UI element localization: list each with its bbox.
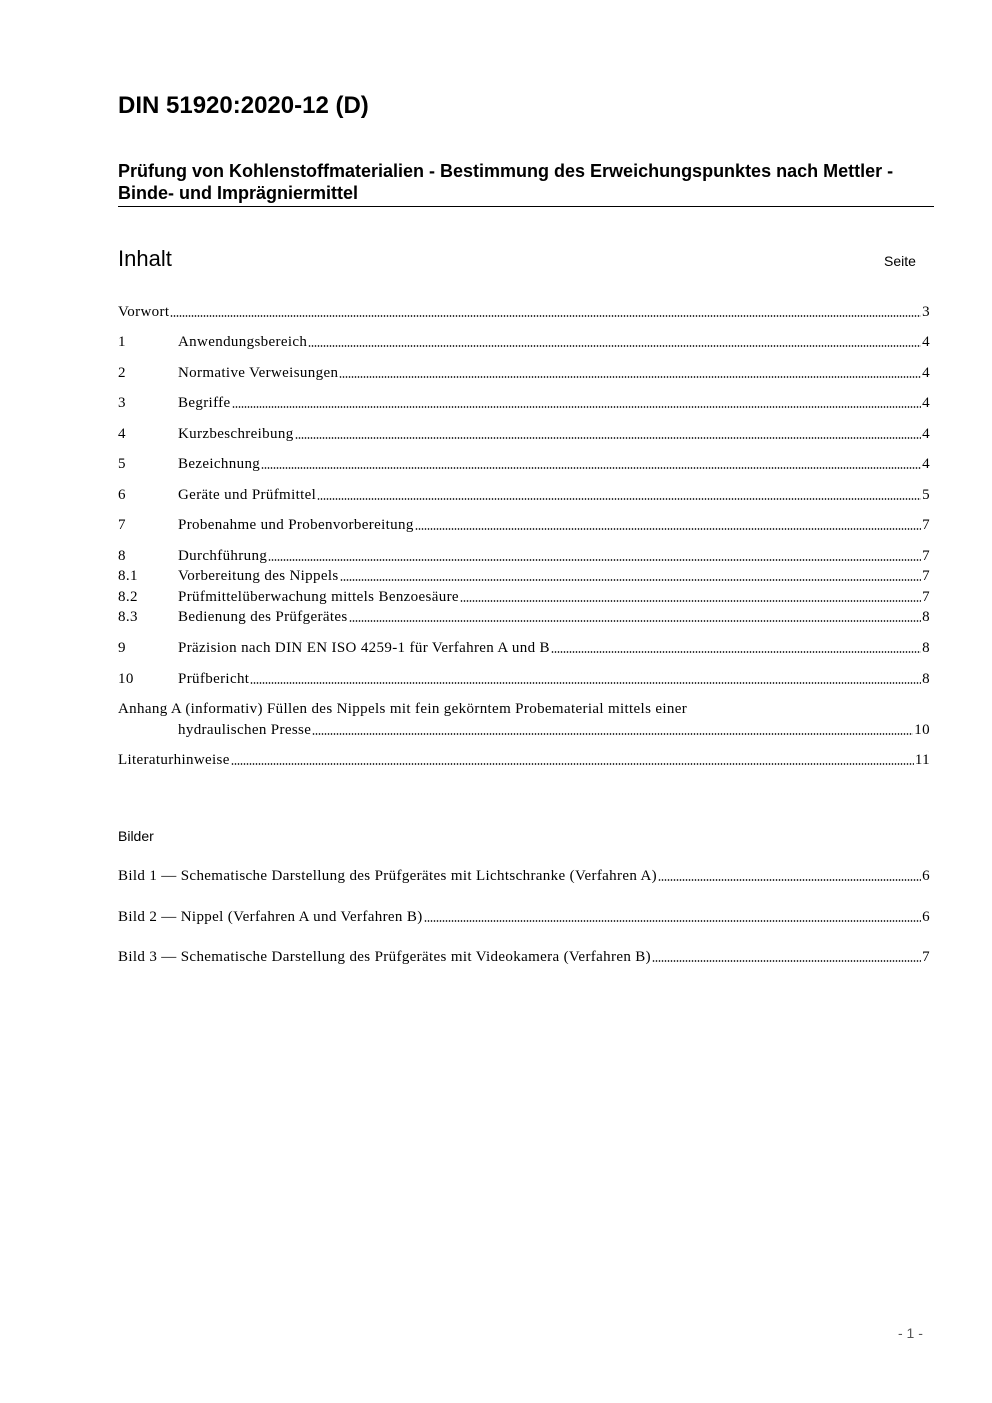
dot-leader	[652, 960, 921, 962]
toc-entry-number: 6	[118, 487, 126, 503]
toc-heading: Inhalt	[118, 246, 172, 271]
dot-leader	[295, 437, 922, 439]
toc-entry-page: 10	[914, 722, 930, 738]
dot-leader	[250, 682, 921, 684]
figure-entry-text: Bild 2 — Nippel (Verfahren A und Verfahren B)	[118, 909, 423, 925]
dot-leader	[261, 467, 921, 469]
toc-entry-literature[interactable]	[118, 751, 930, 769]
toc-entry-8-2[interactable]	[118, 588, 930, 606]
toc-entry-page: 7	[922, 589, 930, 605]
toc-entry-text: Präzision nach DIN EN ISO 4259-1 für Verfahren A und B	[178, 640, 550, 656]
figure-entry-2[interactable]	[118, 908, 930, 926]
toc-entry-number: 5	[118, 456, 126, 472]
toc-entry-text: Probenahme und Probenvorbereitung	[178, 517, 414, 533]
dot-leader	[232, 406, 922, 408]
toc-entry-text: Normative Verweisungen	[178, 365, 339, 381]
dot-leader	[339, 376, 921, 378]
document-title: Prüfung von Kohlenstoffmaterialien - Bestimmung des Erweichungspunktes nach Mettler - Binde- und Imprägniermittel	[118, 161, 894, 203]
toc-entry-page: 4	[922, 395, 930, 411]
dot-leader	[415, 528, 921, 530]
toc-entry-text: Bedienung des Prüfgerätes	[178, 609, 348, 625]
toc-page-column-label: Seite	[884, 253, 916, 269]
toc-entry-text: Vorwort	[118, 304, 170, 320]
figure-entry-page: 6	[922, 868, 930, 884]
toc-entry-9[interactable]	[118, 639, 930, 657]
toc-entry-number: 1	[118, 334, 126, 350]
dot-leader	[317, 498, 921, 500]
figure-entry-1[interactable]	[118, 867, 930, 885]
toc-entry-number: 8.2	[118, 589, 138, 605]
toc-entry-text: Anwendungsbereich	[178, 334, 308, 350]
toc-entry-annex-a-continued[interactable]	[118, 721, 930, 739]
toc-entry-page: 7	[922, 568, 930, 584]
toc-entry-page: 4	[922, 334, 930, 350]
toc-entry-text: Vorbereitung des Nippels	[178, 568, 339, 584]
toc-entry-number: 7	[118, 517, 126, 533]
toc-entry-10[interactable]	[118, 670, 930, 688]
toc-entry-number: 3	[118, 395, 126, 411]
document-id: DIN 51920:2020-12 (D)	[118, 92, 369, 119]
toc-entry-text: hydraulischen Presse	[178, 722, 312, 738]
toc-entry-text: Geräte und Prüfmittel	[178, 487, 317, 503]
dot-leader	[231, 763, 914, 765]
figures-heading: Bilder	[118, 828, 154, 844]
toc-entry-number: 4	[118, 426, 126, 442]
toc-entry-4[interactable]	[118, 425, 930, 443]
toc-entry-text: Prüfmittelüberwachung mittels Benzoesäure	[178, 589, 459, 605]
dot-leader	[340, 579, 922, 581]
toc-entry-8[interactable]	[118, 547, 930, 565]
toc-entry-page: 4	[922, 456, 930, 472]
toc-entry-text: Begriffe	[178, 395, 231, 411]
toc-entry-5[interactable]	[118, 455, 930, 473]
dot-leader	[658, 879, 921, 881]
figure-entry-text: Bild 3 — Schematische Darstellung des Prüfgerätes mit Videokamera (Verfahren B)	[118, 949, 651, 965]
toc-entry-2[interactable]	[118, 364, 930, 382]
toc-entry-text: Durchführung	[178, 548, 268, 564]
figure-entry-page: 6	[922, 909, 930, 925]
toc-entry-page: 5	[922, 487, 930, 503]
dot-leader	[460, 600, 921, 602]
toc-entry-8-1[interactable]	[118, 567, 930, 585]
figure-entry-3[interactable]	[118, 948, 930, 966]
toc-entry-page: 8	[922, 640, 930, 656]
figure-entry-text: Bild 1 — Schematische Darstellung des Prüfgerätes mit Lichtschranke (Verfahren A)	[118, 868, 658, 884]
toc-entry-page: 3	[922, 304, 930, 320]
dot-leader	[170, 315, 921, 317]
toc-entry-1[interactable]	[118, 333, 930, 351]
toc-entry-number: 8.3	[118, 609, 138, 625]
toc-entry-annex-a[interactable]: Anhang A (informativ) Füllen des Nippels mit fein gekörntem Probematerial mittels einer	[118, 701, 688, 717]
toc-entry-number: 10	[118, 671, 134, 687]
toc-entry-page: 8	[922, 671, 930, 687]
title-divider	[118, 206, 934, 207]
toc-entry-vorwort[interactable]	[118, 303, 930, 321]
page-number: - 1 -	[898, 1325, 923, 1341]
dot-leader	[551, 651, 921, 653]
toc-entry-page: 4	[922, 365, 930, 381]
toc-entry-number: 8	[118, 548, 126, 564]
toc-entry-8-3[interactable]	[118, 608, 930, 626]
dot-leader	[424, 920, 922, 922]
toc-entry-text: Kurzbeschreibung	[178, 426, 294, 442]
toc-entry-7[interactable]	[118, 516, 930, 534]
dot-leader	[349, 620, 922, 622]
dot-leader	[312, 733, 913, 735]
toc-entry-page: 7	[922, 517, 930, 533]
dot-leader	[308, 345, 921, 347]
toc-entry-page: 4	[922, 426, 930, 442]
figure-entry-page: 7	[922, 949, 930, 965]
toc-entry-number: 9	[118, 640, 126, 656]
toc-entry-page: 11	[914, 752, 930, 768]
toc-entry-number: 2	[118, 365, 126, 381]
dot-leader	[268, 559, 921, 561]
toc-entry-page: 8	[922, 609, 930, 625]
toc-entry-text: Bezeichnung	[178, 456, 261, 472]
toc-entry-text: Prüfbericht	[178, 671, 250, 687]
toc-entry-page: 7	[922, 548, 930, 564]
toc-entry-6[interactable]	[118, 486, 930, 504]
toc-entry-3[interactable]	[118, 394, 930, 412]
toc-entry-text: Literaturhinweise	[118, 752, 230, 768]
toc-entry-number: 8.1	[118, 568, 138, 584]
